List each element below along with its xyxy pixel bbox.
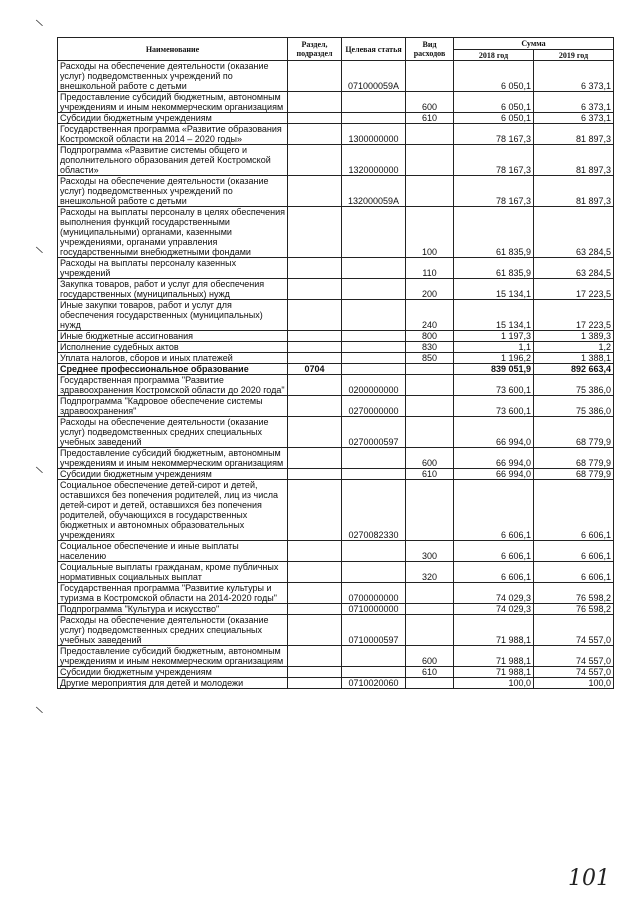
row-target: [342, 448, 406, 469]
row-sum-2018: 78 167,3: [454, 145, 534, 176]
row-sum-2019: 81 897,3: [534, 124, 614, 145]
row-sum-2018: 74 029,3: [454, 604, 534, 615]
row-sum-2019: 75 386,0: [534, 396, 614, 417]
row-target: [342, 113, 406, 124]
row-sum-2019: 74 557,0: [534, 646, 614, 667]
row-name: Предоставление субсидий бюджетным, автономным учреждениям и иным некоммерческим организациям: [58, 92, 288, 113]
row-sum-2018: 15 134,1: [454, 300, 534, 331]
row-sum-2018: 66 994,0: [454, 417, 534, 448]
table-row: [58, 615, 614, 646]
row-sum-2018: 61 835,9: [454, 207, 534, 258]
row-section: [288, 615, 342, 646]
table-body: [58, 61, 614, 689]
row-section: [288, 469, 342, 480]
row-target: 132000059A: [342, 176, 406, 207]
row-section: [288, 258, 342, 279]
row-sum-2018: 66 994,0: [454, 469, 534, 480]
row-sum-2019: 68 779,9: [534, 417, 614, 448]
row-type: 830: [406, 342, 454, 353]
row-sum-2019: 6 606,1: [534, 480, 614, 541]
row-section: [288, 145, 342, 176]
row-type: 610: [406, 469, 454, 480]
row-sum-2018: 78 167,3: [454, 124, 534, 145]
row-sum-2018: 71 988,1: [454, 667, 534, 678]
table-row: [58, 331, 614, 342]
header-type: Вид расходов: [406, 38, 454, 61]
row-type: [406, 375, 454, 396]
header-name: Наименование: [58, 38, 288, 61]
row-sum-2018: 6 606,1: [454, 562, 534, 583]
row-section: [288, 562, 342, 583]
row-target: [342, 331, 406, 342]
row-type: 850: [406, 353, 454, 364]
row-target: 1320000000: [342, 145, 406, 176]
row-section: [288, 207, 342, 258]
row-type: 800: [406, 331, 454, 342]
table-row: [58, 604, 614, 615]
row-name: Предоставление субсидий бюджетным, автономным учреждениям и иным некоммерческим организациям: [58, 646, 288, 667]
row-sum-2019: 63 284,5: [534, 258, 614, 279]
row-name: Подпрограмма "Кадровое обеспечение системы здравоохранения": [58, 396, 288, 417]
row-sum-2018: 78 167,3: [454, 176, 534, 207]
row-sum-2019: 1 389,3: [534, 331, 614, 342]
row-sum-2019: 6 373,1: [534, 113, 614, 124]
row-sum-2019: 6 606,1: [534, 562, 614, 583]
row-type: [406, 176, 454, 207]
row-section: 0704: [288, 364, 342, 375]
row-type: 300: [406, 541, 454, 562]
row-type: [406, 124, 454, 145]
row-section: [288, 375, 342, 396]
row-sum-2019: 892 663,4: [534, 364, 614, 375]
row-sum-2019: 74 557,0: [534, 667, 614, 678]
row-target: [342, 300, 406, 331]
row-name: Государственная программа "Развитие культуры и туризма в Костромской области на 2014-2020 годы": [58, 583, 288, 604]
row-sum-2019: 81 897,3: [534, 145, 614, 176]
table-row: [58, 480, 614, 541]
table-row: [58, 145, 614, 176]
row-target: [342, 258, 406, 279]
row-section: [288, 113, 342, 124]
budget-table: [57, 37, 614, 689]
row-sum-2019: 1,2: [534, 342, 614, 353]
table-row: [58, 61, 614, 92]
row-target: [342, 469, 406, 480]
row-section: [288, 176, 342, 207]
row-sum-2019: 74 557,0: [534, 615, 614, 646]
row-section: [288, 417, 342, 448]
table-row: [58, 667, 614, 678]
table-row: [58, 396, 614, 417]
row-type: 610: [406, 113, 454, 124]
header-sum: Сумма: [454, 38, 614, 50]
row-section: [288, 342, 342, 353]
header-year-2018: 2018 год: [454, 50, 534, 61]
row-type: [406, 615, 454, 646]
row-type: 600: [406, 448, 454, 469]
row-section: [288, 448, 342, 469]
row-section: [288, 300, 342, 331]
row-sum-2019: 75 386,0: [534, 375, 614, 396]
row-sum-2018: 1 197,3: [454, 331, 534, 342]
row-name: Другие мероприятия для детей и молодежи: [58, 678, 288, 689]
row-name: Социальные выплаты гражданам, кроме публичных нормативных социальных выплат: [58, 562, 288, 583]
row-sum-2019: 17 223,5: [534, 300, 614, 331]
row-target: 0710020060: [342, 678, 406, 689]
row-type: 110: [406, 258, 454, 279]
row-target: [342, 646, 406, 667]
row-sum-2019: 76 598,2: [534, 604, 614, 615]
row-target: [342, 279, 406, 300]
row-target: 071000059A: [342, 61, 406, 92]
row-name: Расходы на выплаты персоналу казенных учреждений: [58, 258, 288, 279]
row-sum-2018: 839 051,9: [454, 364, 534, 375]
row-name: Расходы на обеспечение деятельности (оказание услуг) подведомственных средних специальных учебных заведений: [58, 615, 288, 646]
table-row: [58, 469, 614, 480]
row-type: [406, 678, 454, 689]
row-target: [342, 207, 406, 258]
row-name: Государственная программа «Развитие образования Костромской области на 2014 – 2020 годы»: [58, 124, 288, 145]
row-type: [406, 583, 454, 604]
row-type: 100: [406, 207, 454, 258]
row-target: [342, 92, 406, 113]
row-sum-2018: 100,0: [454, 678, 534, 689]
row-name: Среднее профессиональное образование: [58, 364, 288, 375]
margin-mark: \: [35, 17, 44, 30]
row-sum-2019: 81 897,3: [534, 176, 614, 207]
row-sum-2018: 6 050,1: [454, 113, 534, 124]
table-row: [58, 375, 614, 396]
table-row: [58, 300, 614, 331]
row-target: 0710000000: [342, 604, 406, 615]
row-sum-2019: 63 284,5: [534, 207, 614, 258]
row-type: 600: [406, 646, 454, 667]
table-row: [58, 562, 614, 583]
row-target: [342, 667, 406, 678]
row-section: [288, 92, 342, 113]
row-section: [288, 678, 342, 689]
row-section: [288, 61, 342, 92]
row-name: Исполнение судебных актов: [58, 342, 288, 353]
row-type: [406, 364, 454, 375]
row-sum-2019: 68 779,9: [534, 448, 614, 469]
table-row: [58, 176, 614, 207]
row-name: Государственная программа "Развитие здравоохранения Костромской области до 2020 года": [58, 375, 288, 396]
row-type: [406, 417, 454, 448]
row-section: [288, 646, 342, 667]
row-name: Иные бюджетные ассигнования: [58, 331, 288, 342]
row-section: [288, 396, 342, 417]
row-name: Предоставление субсидий бюджетным, автономным учреждениям и иным некоммерческим организациям: [58, 448, 288, 469]
row-name: Субсидии бюджетным учреждениям: [58, 113, 288, 124]
row-section: [288, 604, 342, 615]
row-target: 0700000000: [342, 583, 406, 604]
row-sum-2018: 6 606,1: [454, 480, 534, 541]
row-target: [342, 342, 406, 353]
row-section: [288, 279, 342, 300]
row-sum-2019: 6 606,1: [534, 541, 614, 562]
row-name: Социальное обеспечение детей-сирот и детей, оставшихся без попечения родителей, лиц из числа детей-сирот и детей, оставшихся без попечения родителей, обучающихся в государственных бюджетных и автономных образовательных учреждениях: [58, 480, 288, 541]
row-name: Социальное обеспечение и иные выплаты населению: [58, 541, 288, 562]
row-sum-2019: 100,0: [534, 678, 614, 689]
row-name: Уплата налогов, сборов и иных платежей: [58, 353, 288, 364]
row-sum-2019: 76 598,2: [534, 583, 614, 604]
table-row: [58, 353, 614, 364]
row-sum-2018: 6 606,1: [454, 541, 534, 562]
row-name: Расходы на выплаты персоналу в целях обеспечения выполнения функций государственными (муниципальными) органами, казенными учреждениями, органами управления государственными внебюджетными фондами: [58, 207, 288, 258]
margin-mark: \: [35, 464, 44, 477]
row-section: [288, 583, 342, 604]
row-name: Подпрограмма "Культура и искусство": [58, 604, 288, 615]
row-sum-2018: 73 600,1: [454, 375, 534, 396]
row-section: [288, 541, 342, 562]
margin-mark: \: [35, 704, 44, 717]
row-type: 240: [406, 300, 454, 331]
row-sum-2019: 1 388,1: [534, 353, 614, 364]
row-target: [342, 562, 406, 583]
table-row: [58, 279, 614, 300]
row-section: [288, 480, 342, 541]
table-row: [58, 207, 614, 258]
table-header: [58, 38, 614, 61]
row-target: 0200000000: [342, 375, 406, 396]
row-target: [342, 541, 406, 562]
row-name: Расходы на обеспечение деятельности (оказание услуг) подведомственных учреждений по внешкольной работе с детьми: [58, 176, 288, 207]
row-sum-2018: 71 988,1: [454, 615, 534, 646]
table-row: [58, 124, 614, 145]
header-target: Целевая статья: [342, 38, 406, 61]
row-type: [406, 61, 454, 92]
row-sum-2018: 6 050,1: [454, 61, 534, 92]
row-sum-2019: 6 373,1: [534, 92, 614, 113]
table-row: [58, 448, 614, 469]
row-sum-2018: 66 994,0: [454, 448, 534, 469]
row-sum-2018: 15 134,1: [454, 279, 534, 300]
table-row: [58, 678, 614, 689]
table-row: [58, 541, 614, 562]
row-sum-2019: 68 779,9: [534, 469, 614, 480]
table-row: [58, 417, 614, 448]
row-type: [406, 604, 454, 615]
row-sum-2018: 71 988,1: [454, 646, 534, 667]
row-type: [406, 480, 454, 541]
row-type: 200: [406, 279, 454, 300]
row-sum-2018: 61 835,9: [454, 258, 534, 279]
row-section: [288, 353, 342, 364]
row-sum-2018: 74 029,3: [454, 583, 534, 604]
row-type: 600: [406, 92, 454, 113]
table-row: [58, 258, 614, 279]
row-sum-2018: 6 050,1: [454, 92, 534, 113]
table-row: [58, 583, 614, 604]
table-row: [58, 92, 614, 113]
table-row: [58, 646, 614, 667]
header-section: Раздел, подраздел: [288, 38, 342, 61]
row-name: Иные закупки товаров, работ и услуг для обеспечения государственных (муниципальных) нужд: [58, 300, 288, 331]
row-sum-2018: 73 600,1: [454, 396, 534, 417]
table-row: [58, 342, 614, 353]
page-number: 101: [568, 866, 610, 891]
row-sum-2018: 1,1: [454, 342, 534, 353]
row-target: 0270082330: [342, 480, 406, 541]
row-type: [406, 145, 454, 176]
row-sum-2019: 6 373,1: [534, 61, 614, 92]
row-target: [342, 364, 406, 375]
row-name: Закупка товаров, работ и услуг для обеспечения государственных (муниципальных) нужд: [58, 279, 288, 300]
row-type: [406, 396, 454, 417]
row-section: [288, 667, 342, 678]
header-year-2019: 2019 год: [534, 50, 614, 61]
row-target: 0710000597: [342, 615, 406, 646]
row-name: Расходы на обеспечение деятельности (оказание услуг) подведомственных средних специальных учебных заведений: [58, 417, 288, 448]
row-target: 0270000000: [342, 396, 406, 417]
margin-mark: \: [35, 244, 44, 257]
row-name: Расходы на обеспечение деятельности (оказание услуг) подведомственных учреждений по внешкольной работе с детьми: [58, 61, 288, 92]
row-target: 1300000000: [342, 124, 406, 145]
row-target: 0270000597: [342, 417, 406, 448]
row-sum-2018: 1 196,2: [454, 353, 534, 364]
row-type: 320: [406, 562, 454, 583]
table-row: [58, 364, 614, 375]
row-name: Субсидии бюджетным учреждениям: [58, 667, 288, 678]
row-name: Подпрограмма «Развитие системы общего и дополнительного образования детей Костромской области»: [58, 145, 288, 176]
row-type: 610: [406, 667, 454, 678]
row-target: [342, 353, 406, 364]
row-section: [288, 124, 342, 145]
row-section: [288, 331, 342, 342]
row-sum-2019: 17 223,5: [534, 279, 614, 300]
row-name: Субсидии бюджетным учреждениям: [58, 469, 288, 480]
table-row: [58, 113, 614, 124]
